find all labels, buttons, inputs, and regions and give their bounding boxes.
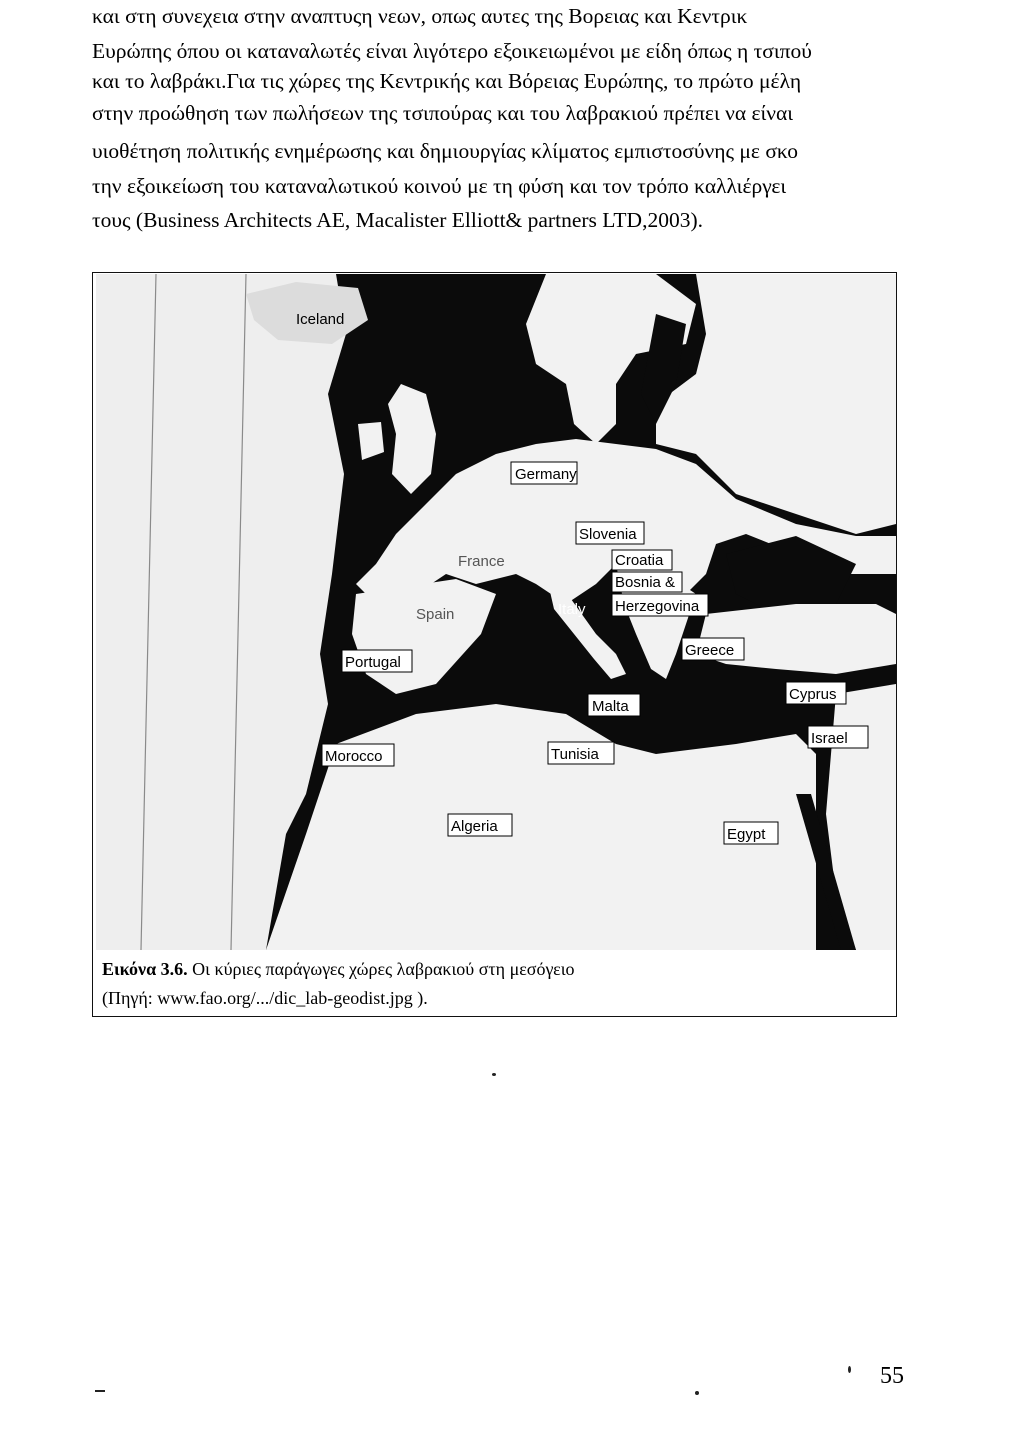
label-portugal: Portugal bbox=[345, 654, 401, 671]
text-line: Ευρώπης όπου οι καταναλωτές είναι λιγότερο εξοικειωμένοι με είδη όπως η τσιπού bbox=[92, 39, 812, 63]
label-malta: Malta bbox=[592, 698, 629, 715]
label-greece: Greece bbox=[685, 642, 735, 659]
caption-label: Εικόνα 3.6. bbox=[102, 959, 188, 979]
label-herzegovina: Herzegovina bbox=[615, 598, 700, 615]
text-line: και το λαβράκι.Για τις χώρες της Κεντρικής και Βόρειας Ευρώπης, το πρώτο μέλη bbox=[92, 69, 802, 93]
label-france: France bbox=[458, 553, 505, 570]
label-italy: Italy bbox=[558, 601, 586, 618]
label-bosnia: Bosnia & bbox=[615, 574, 676, 591]
figure-caption bbox=[102, 958, 575, 980]
label-spain: Spain bbox=[416, 606, 455, 623]
label-morocco: Morocco bbox=[325, 748, 383, 765]
scan-speck bbox=[492, 1073, 496, 1076]
label-egypt: Egypt bbox=[727, 826, 766, 843]
label-slovenia: Slovenia bbox=[579, 526, 637, 543]
text-line: την εξοικείωση του καταναλωτικού κοινού με τη φύση και τον τρόπο καλλιέργει bbox=[92, 174, 787, 198]
page-number: 55 bbox=[880, 1363, 904, 1389]
scan-speck bbox=[848, 1366, 851, 1373]
scan-speck bbox=[695, 1391, 699, 1395]
label-germany: Germany bbox=[515, 466, 577, 483]
label-croatia: Croatia bbox=[615, 552, 664, 569]
text-line: και στη συνεχεια στην αναπτυςη νεων, οπως αυτες της Βορειας και Κεντρικ bbox=[92, 4, 748, 28]
text-line: στην προώθηση των πωλήσεων της τσιπούρας και του λαβρακιού πρέπει να είναι bbox=[92, 101, 794, 125]
text-line: τους (Business Architects AE, Macalister Elliott& partners LTD,2003). bbox=[92, 208, 703, 232]
mediterranean-map bbox=[96, 274, 896, 950]
text-line: υιοθέτηση πολιτικής ενημέρωσης και δημιουργίας κλίματος εμπιστοσύνης με σκο bbox=[92, 139, 799, 163]
label-iceland: Iceland bbox=[296, 311, 345, 328]
label-algeria: Algeria bbox=[451, 818, 498, 835]
label-cyprus: Cyprus bbox=[789, 686, 837, 703]
figure-source: (Πηγή: www.fao.org/.../dic_lab-geodist.jpg ). bbox=[102, 988, 428, 1008]
label-tunisia: Tunisia bbox=[551, 746, 599, 763]
label-israel: Israel bbox=[811, 730, 848, 747]
scan-speck bbox=[95, 1390, 105, 1392]
caption-text: Οι κύριες παράγωγες χώρες λαβρακιού στη μεσόγειο bbox=[192, 959, 575, 979]
